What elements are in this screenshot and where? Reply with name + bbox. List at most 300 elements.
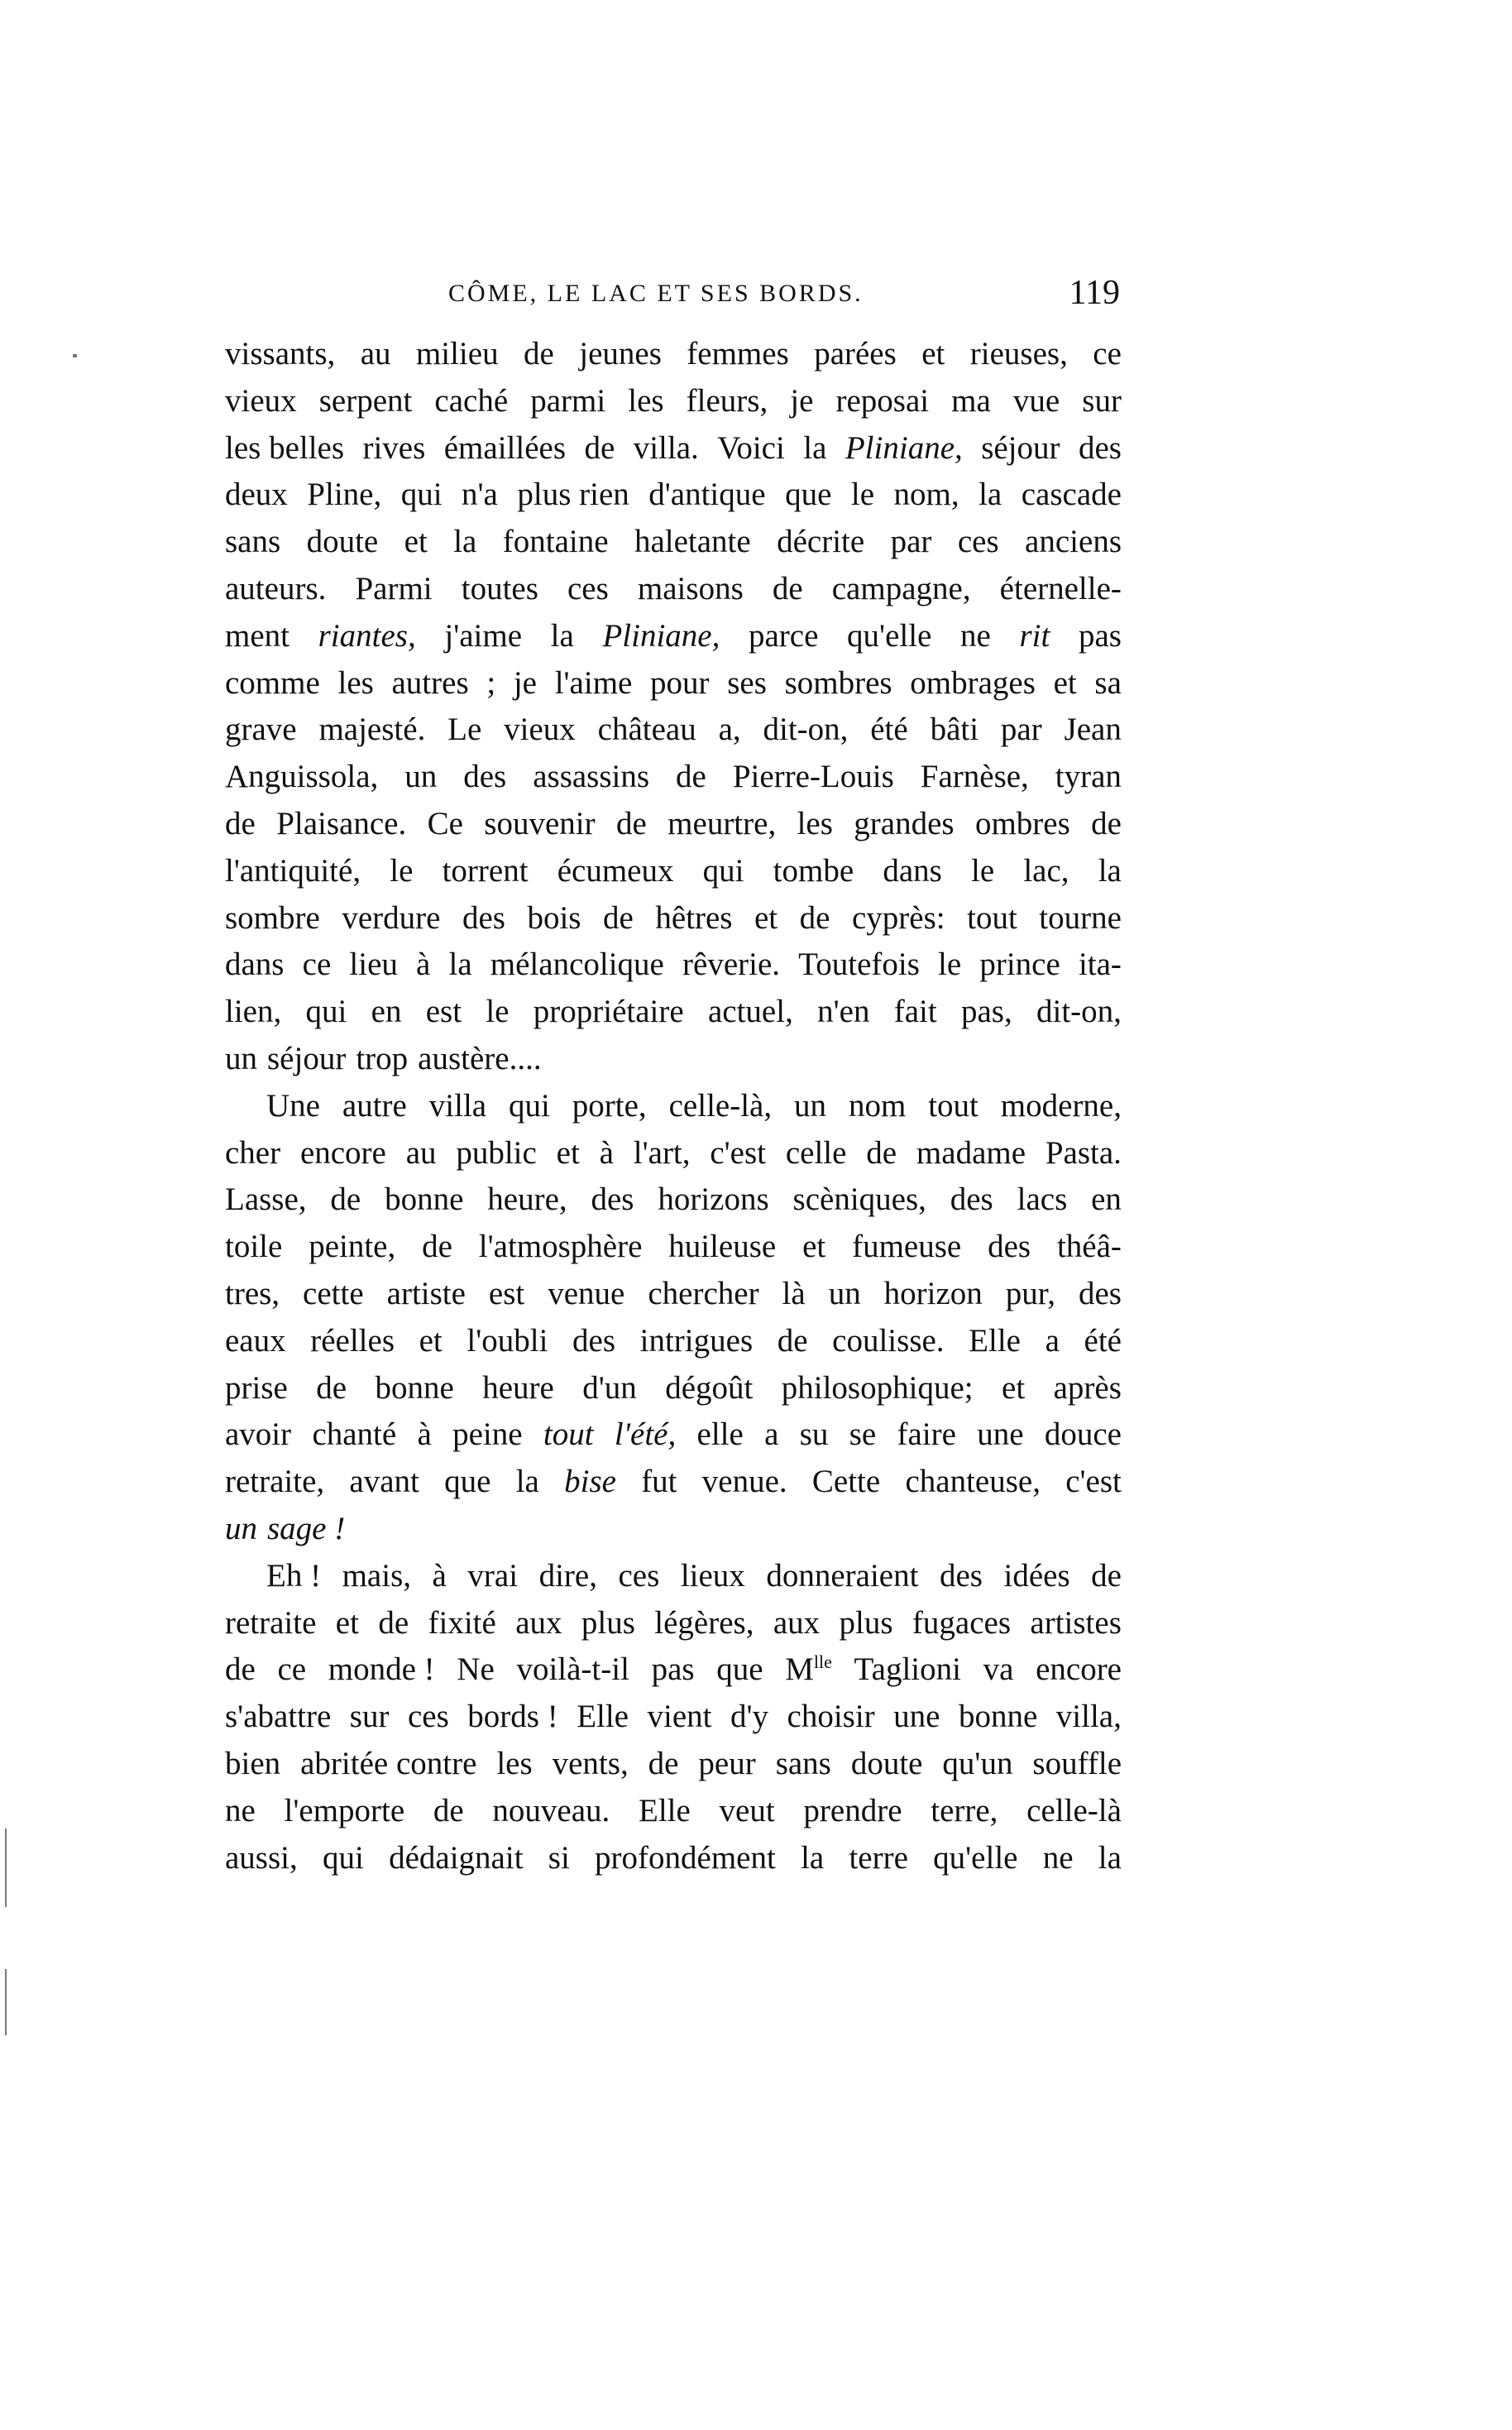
word: dit-on, [1036,994,1122,1030]
word: écumeux [557,852,674,889]
word: d'un [582,1369,637,1406]
word: meurtre, [667,805,777,841]
word: et [921,336,945,371]
word: ita- [1078,947,1122,983]
word: les [628,382,664,419]
word: et [419,1322,443,1359]
text-line [225,1224,1122,1271]
word: le [971,852,995,889]
word: voilà-t-il [516,1651,629,1688]
word: Pline, [307,477,382,513]
word: vue [1012,382,1060,419]
word: Elle [969,1322,1021,1359]
word: bonne [385,1181,464,1218]
word: tout [967,899,1017,936]
word: terre [849,1839,908,1876]
word: l'aime [554,664,633,701]
word: Pierre-Louis [732,759,894,795]
word: bords ! [467,1699,558,1735]
word: des [1078,1275,1122,1311]
word: qui [323,1839,364,1876]
word: vieux [225,382,297,419]
word: que [716,1651,763,1688]
word: plus rien [517,477,629,513]
word: pas [1078,617,1122,654]
word: vieux [504,712,576,748]
word: au [360,336,391,371]
word: Parmi [355,570,433,606]
word: nouveau. [492,1792,610,1828]
word: et [754,899,778,936]
word: su [799,1416,829,1453]
word: ces [407,1699,449,1735]
word: est [488,1275,525,1311]
text-line [225,1130,1122,1177]
word: philosophique; [781,1369,974,1406]
word: s'abattre [225,1699,332,1735]
word: fixité [428,1604,496,1641]
word: qu'elle [933,1839,1018,1876]
word: mais, [342,1557,412,1594]
word: et [556,1134,580,1171]
word: ses [727,664,767,701]
word: fait [893,994,937,1030]
word: d'y [730,1699,769,1735]
word: de [225,1651,256,1688]
text-line [225,1553,1122,1600]
word: de [777,1322,808,1359]
word: Taglioni [854,1651,961,1688]
word: Anguissola, [225,759,379,795]
word: va [983,1651,1014,1688]
word: fontaine [502,524,609,560]
word: aux [773,1604,821,1641]
word: campagne, [831,570,971,606]
word: nom [848,1087,907,1124]
text-line [225,1459,1122,1506]
word: j'aime [444,617,523,654]
text-line [225,331,1122,378]
word: a, [718,712,741,748]
text-line [225,754,1122,801]
word: des [1078,429,1122,466]
word: l'art, [633,1134,691,1171]
word: haletante [634,524,751,560]
word: la [978,477,1002,513]
word: veut [719,1792,775,1828]
text-line [225,801,1122,848]
text-line [225,1788,1122,1835]
word: c'est [1065,1464,1122,1500]
word: villa, [1055,1699,1122,1735]
word: la [803,429,827,466]
word: fleurs, [686,382,768,419]
word: Jean [1064,712,1122,748]
word: peinte, [309,1229,396,1265]
scan-margin-line [5,1828,7,1907]
word: artiste [386,1275,466,1311]
word: ce [1093,336,1122,371]
word: de [1091,1557,1122,1594]
word: de [676,759,706,795]
word: moderne, [1000,1087,1122,1124]
word: Farnèse, [920,759,1029,795]
word: grandes [854,805,955,841]
text-line [225,1177,1122,1224]
word: encore [1036,1651,1122,1688]
word: Pliniane, [845,429,963,466]
word: tyran [1055,759,1122,795]
word: la [801,1839,825,1876]
word: bâti [930,712,979,748]
word: dédaignait [389,1839,524,1876]
word: Lasse, [225,1181,307,1218]
word: Elle [639,1792,691,1828]
word: intrigues [639,1322,754,1359]
word: pour [650,664,710,701]
word: Eh ! [266,1557,322,1594]
word: fumeuse [852,1229,962,1265]
word: sur [1082,382,1122,419]
word: ne [960,617,991,654]
word: Ne [457,1651,495,1688]
word: de [316,1369,347,1406]
text-line [225,895,1122,942]
word: toile [225,1229,283,1265]
word: de [772,570,803,606]
word: ombres [974,805,1070,841]
word: ombrages [910,664,1036,701]
word: n'en [817,994,870,1030]
word: par [1000,712,1042,748]
word: austère.... [418,1040,542,1076]
word: les [797,805,833,841]
word: vissants, [225,336,336,371]
word: de [799,899,830,936]
text-line [225,1365,1122,1412]
word: là [782,1275,806,1311]
word: terre, [931,1792,998,1828]
word: de [1091,805,1122,841]
word: heure, [487,1181,567,1218]
word: je [790,382,814,419]
word: ment [225,617,289,654]
scan-margin-line [5,1969,7,2035]
word: plus [581,1604,635,1641]
word: sur [349,1699,390,1735]
word: heure [482,1369,554,1406]
word: n'a [462,477,498,513]
word: l'été, [614,1416,677,1453]
word: pas [651,1651,695,1688]
word: aux [515,1604,562,1641]
word: des [462,899,505,936]
word: après [1053,1369,1122,1406]
word: et [335,1604,359,1641]
word: pas, [960,994,1012,1030]
word: tres, [225,1275,280,1311]
word: séjour [267,1040,347,1076]
word: ne [225,1792,256,1828]
word: qui [305,994,347,1030]
word: un [404,759,438,795]
word: cascade [1021,477,1122,513]
word: la [1098,852,1122,889]
word: décrite [777,524,865,560]
word: prendre [803,1792,902,1828]
word: Une [266,1087,320,1124]
word: jeunes [579,336,662,371]
word: autre [342,1087,407,1124]
word: en [371,994,402,1030]
text-line [225,1600,1122,1647]
word: milieu [415,336,499,371]
word: des [572,1322,616,1359]
word: propriétaire [533,994,684,1030]
word: par [890,524,932,560]
word: celle-là [1026,1792,1122,1828]
word: venue [548,1275,625,1311]
word: anciens [1025,524,1122,560]
word: un [225,1040,257,1076]
word: vient [647,1699,712,1735]
running-title: CÔME, LE LAC ET SES BORDS. [448,280,864,307]
word: tourne [1039,899,1122,936]
text-line [225,942,1122,989]
word: sans [225,524,281,560]
word: venue. [701,1464,787,1500]
word: peur [698,1745,756,1781]
word: à [417,1416,432,1453]
word: Le [447,712,482,748]
word: Elle [577,1699,629,1735]
word: château [597,712,696,748]
word: parées [814,336,897,371]
word: été [1084,1322,1122,1359]
word: lien, [225,994,282,1030]
word: une [977,1416,1024,1453]
word: tout [928,1087,978,1124]
word: de [378,1604,409,1641]
word: rit [1019,617,1050,654]
word: de [330,1181,361,1218]
word: huileuse [668,1229,777,1265]
word: ce [277,1651,307,1688]
word: comme [225,664,320,701]
word: rives [362,429,426,466]
word: trop [356,1040,409,1076]
word: lac, [1023,852,1069,889]
word: nom, [893,477,959,513]
word: donneraient [766,1557,919,1594]
word: de [422,1229,452,1265]
word: des [463,759,507,795]
text-line [225,989,1122,1036]
word: à [416,947,431,983]
word: verdure [342,899,441,936]
word: théâ- [1056,1229,1122,1265]
word: je [513,664,537,701]
word: ces [957,524,999,560]
word: si [548,1839,570,1876]
word: sans [775,1745,831,1781]
word: qui [400,477,443,513]
word: doute [306,524,379,560]
text-line [225,425,1122,472]
word: un [794,1087,827,1124]
word: rieuses, [969,336,1068,371]
word: choisir [787,1699,875,1735]
word: profondément [595,1839,776,1876]
word: sa [1094,664,1122,701]
word: de [615,805,647,841]
text-line [225,1036,1122,1083]
word: dans [225,947,285,983]
word: qui [702,852,744,889]
word: avant [349,1464,419,1500]
word: bonne [375,1369,454,1406]
word: artistes [1030,1604,1122,1641]
word: ces [567,570,609,606]
text-line [225,1741,1122,1788]
word: horizons [658,1181,769,1218]
word: grave [225,712,297,748]
word: autres [391,664,469,701]
word: la [453,524,477,560]
word: les [337,664,374,701]
word: le [486,994,510,1030]
word: le [938,947,962,983]
word: peine [452,1416,523,1453]
word: scèniques, [792,1181,926,1218]
word: des [988,1229,1031,1265]
word: en [1091,1181,1122,1218]
word: ce [302,947,332,983]
word: Voici [717,429,785,466]
word: l'oubli [467,1322,548,1359]
word: ma [951,382,991,419]
word: de [866,1134,897,1171]
word: rêverie. [682,947,781,983]
word: retraite, [225,1464,325,1500]
word: prise [225,1369,288,1406]
word: c'est [710,1134,767,1171]
word: séjour [981,429,1060,466]
word: maisons [637,570,744,606]
word: elle [696,1416,744,1453]
page-number: 119 [1069,274,1120,312]
word: lacs [1017,1181,1068,1218]
word: cyprès: [851,899,945,936]
word: Ce [427,805,463,841]
text-line [225,1646,1122,1694]
word: sombres [784,664,892,701]
word: faire [897,1416,956,1453]
word: éternelle- [999,570,1122,606]
text-line [225,707,1122,754]
word: public [456,1134,537,1171]
word: au [405,1134,437,1171]
text-line [225,1835,1122,1882]
word: parmi [530,382,606,419]
word: la [550,617,574,654]
word: lieu [349,947,398,983]
word: sage ! [267,1510,346,1546]
word: bien [225,1745,281,1781]
word: des [939,1557,983,1594]
word: majesté. [318,712,426,748]
word: monde ! [328,1651,435,1688]
text-line [225,1506,1122,1553]
word: a [764,1416,779,1453]
word: prince [979,947,1060,983]
word: de [603,899,634,936]
word: porte, [572,1087,647,1124]
word: Pliniane, [602,617,720,654]
word: bise [564,1464,616,1500]
word: une [893,1699,940,1735]
word: que [444,1464,491,1500]
word: madame [916,1134,1026,1171]
word: un [828,1275,861,1311]
word: reposai [835,382,930,419]
word: chanté [312,1416,397,1453]
word: à [599,1134,614,1171]
word: encore [299,1134,386,1171]
word: des [950,1181,993,1218]
word: ne [1042,1839,1074,1876]
word: Toutefois [798,947,920,983]
word: $M^{lle}$ [785,1651,832,1688]
text-line [225,566,1122,613]
word: celle-là, [668,1087,773,1124]
word: de [584,429,615,466]
word: retraite [225,1604,317,1641]
word: vents, [552,1745,629,1781]
word: assassins [533,759,650,795]
word: lieux [680,1557,745,1594]
text-line [225,1318,1122,1365]
word: villa [428,1087,487,1124]
word: dans [883,852,942,889]
word: torrent [442,852,529,889]
text-line [225,1083,1122,1130]
word: réelles [310,1322,395,1359]
text-line [225,472,1122,519]
word: hêtres [655,899,733,936]
word: un [225,1510,257,1546]
word: la [1098,1839,1122,1876]
text-line [225,1271,1122,1318]
word: et [802,1229,826,1265]
word: la [515,1464,539,1500]
word: cette [303,1275,364,1311]
text-line [225,1412,1122,1459]
word: dit-on, [763,712,849,748]
word: qu'un [942,1745,1013,1781]
word: à [432,1557,447,1594]
word: Pasta. [1045,1134,1122,1171]
word: toutes [461,570,538,606]
word: vrai [467,1557,519,1594]
word: qu'elle [847,617,932,654]
text-line [225,613,1122,660]
word: été [870,712,908,748]
word: l'emporte [284,1792,405,1828]
word: villa. [633,429,699,466]
word: eaux [225,1322,286,1359]
word: Plaisance. [276,805,407,841]
